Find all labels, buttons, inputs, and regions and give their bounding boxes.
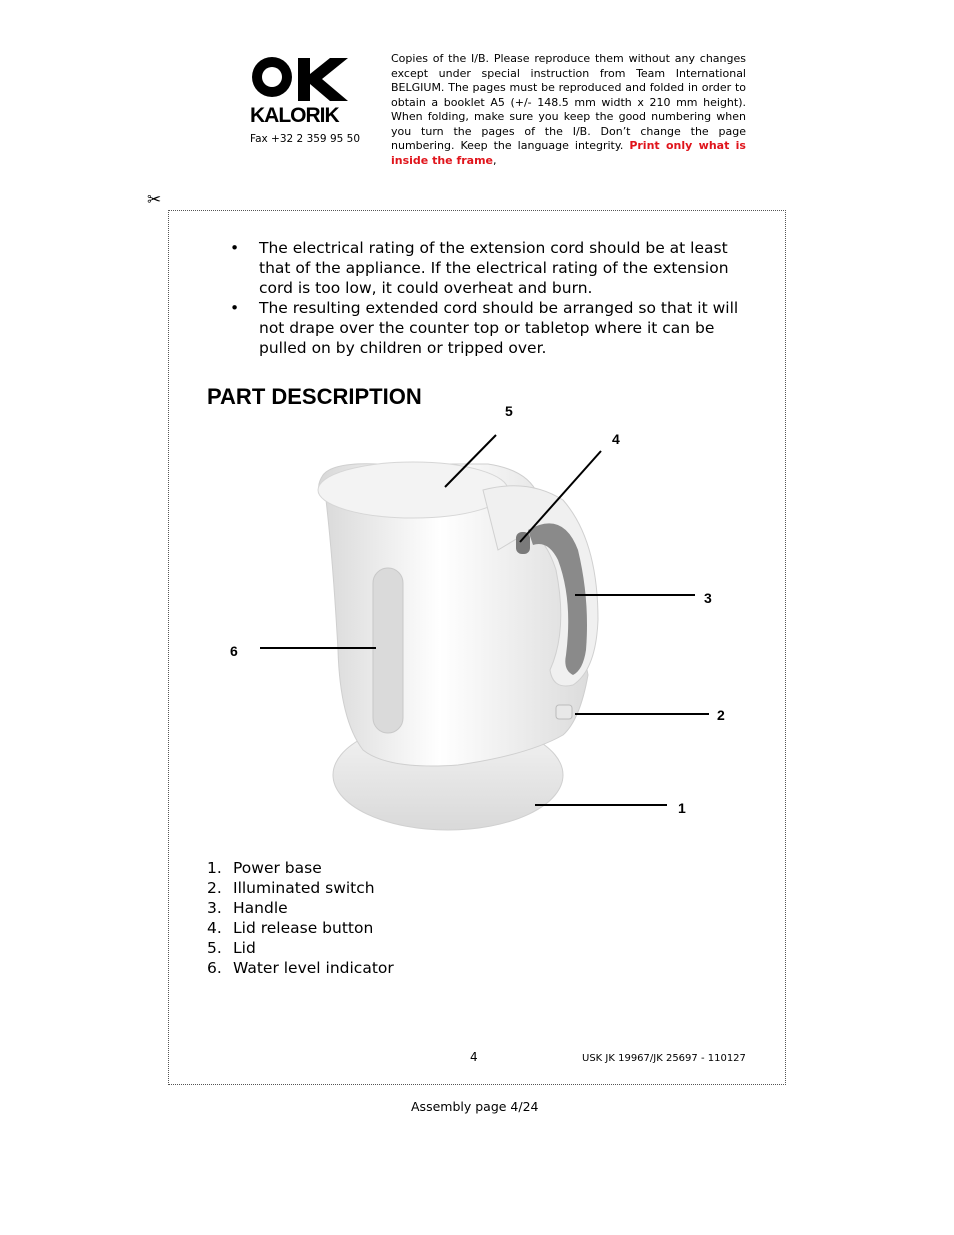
part-number: 1.: [207, 859, 222, 877]
callout-5: 5: [505, 403, 513, 419]
notice-red-text: Print only what is inside the frame: [391, 139, 746, 167]
part-number: 5.: [207, 939, 222, 957]
part-label: Handle: [233, 899, 288, 917]
part-label: Lid: [233, 939, 256, 957]
notice-end: ,: [493, 153, 497, 167]
switch-shape: [556, 705, 572, 719]
parts-list-item: [207, 878, 394, 898]
section-title: PART DESCRIPTION: [207, 384, 422, 409]
parts-list: [207, 858, 394, 978]
document-reference: USK JK 19967/JK 25697 - 110127: [582, 1053, 746, 1064]
assembly-page: Assembly page 4/24: [411, 1099, 539, 1114]
part-label: Lid release button: [233, 919, 374, 937]
parts-list-item: [207, 958, 394, 978]
water-window-shape: [373, 568, 403, 733]
part-number: 6.: [207, 959, 222, 977]
part-label: Illuminated switch: [233, 879, 375, 897]
fax-number: Fax +32 2 359 95 50: [250, 133, 361, 145]
page-number: 4: [470, 1050, 478, 1064]
scissors-icon: ✂: [147, 190, 162, 210]
parts-list-item: [207, 858, 394, 878]
logo-wordmark: KALORIK: [250, 104, 339, 127]
callout-1: 1: [678, 800, 686, 816]
callout-2: 2: [717, 707, 725, 723]
parts-list-item: [207, 918, 394, 938]
callout-6: 6: [230, 643, 238, 659]
part-number: 3.: [207, 899, 222, 917]
parts-list-item: [207, 898, 394, 918]
part-label: Water level indicator: [233, 959, 394, 977]
part-label: Power base: [233, 859, 322, 877]
reproduction-notice: [391, 52, 746, 168]
callout-4: 4: [612, 431, 620, 447]
kettle-illustration: [228, 420, 728, 840]
notice-text: Copies of the I/B. Please reproduce them without any changes except under special instruction from Team International BELGIUM. The pages must be reproduced and folded in order to obtain a booklet A5 (+/- 148.5 mm width x 210 mm height). When folding, make sure you keep the good numbering when you turn the pages of the I/B. Don’t change the page numbering. Keep the language integrity.: [391, 52, 746, 152]
callout-3: 3: [704, 590, 712, 606]
parts-list-item: [207, 938, 394, 958]
bullet-item: • The electrical rating of the extension cord should be at least that of the appliance. If the electrical rating of the extension cord is too low, it could overheat and burn.: [228, 238, 748, 298]
part-number: 2.: [207, 879, 222, 897]
part-number: 4.: [207, 919, 222, 937]
bullet-item: • The resulting extended cord should be arranged so that it will not drape over the counter top or tabletop where it can be pulled on by children or tripped over.: [228, 298, 748, 358]
bullet-list: [228, 238, 748, 358]
lid-shape: [318, 462, 508, 518]
